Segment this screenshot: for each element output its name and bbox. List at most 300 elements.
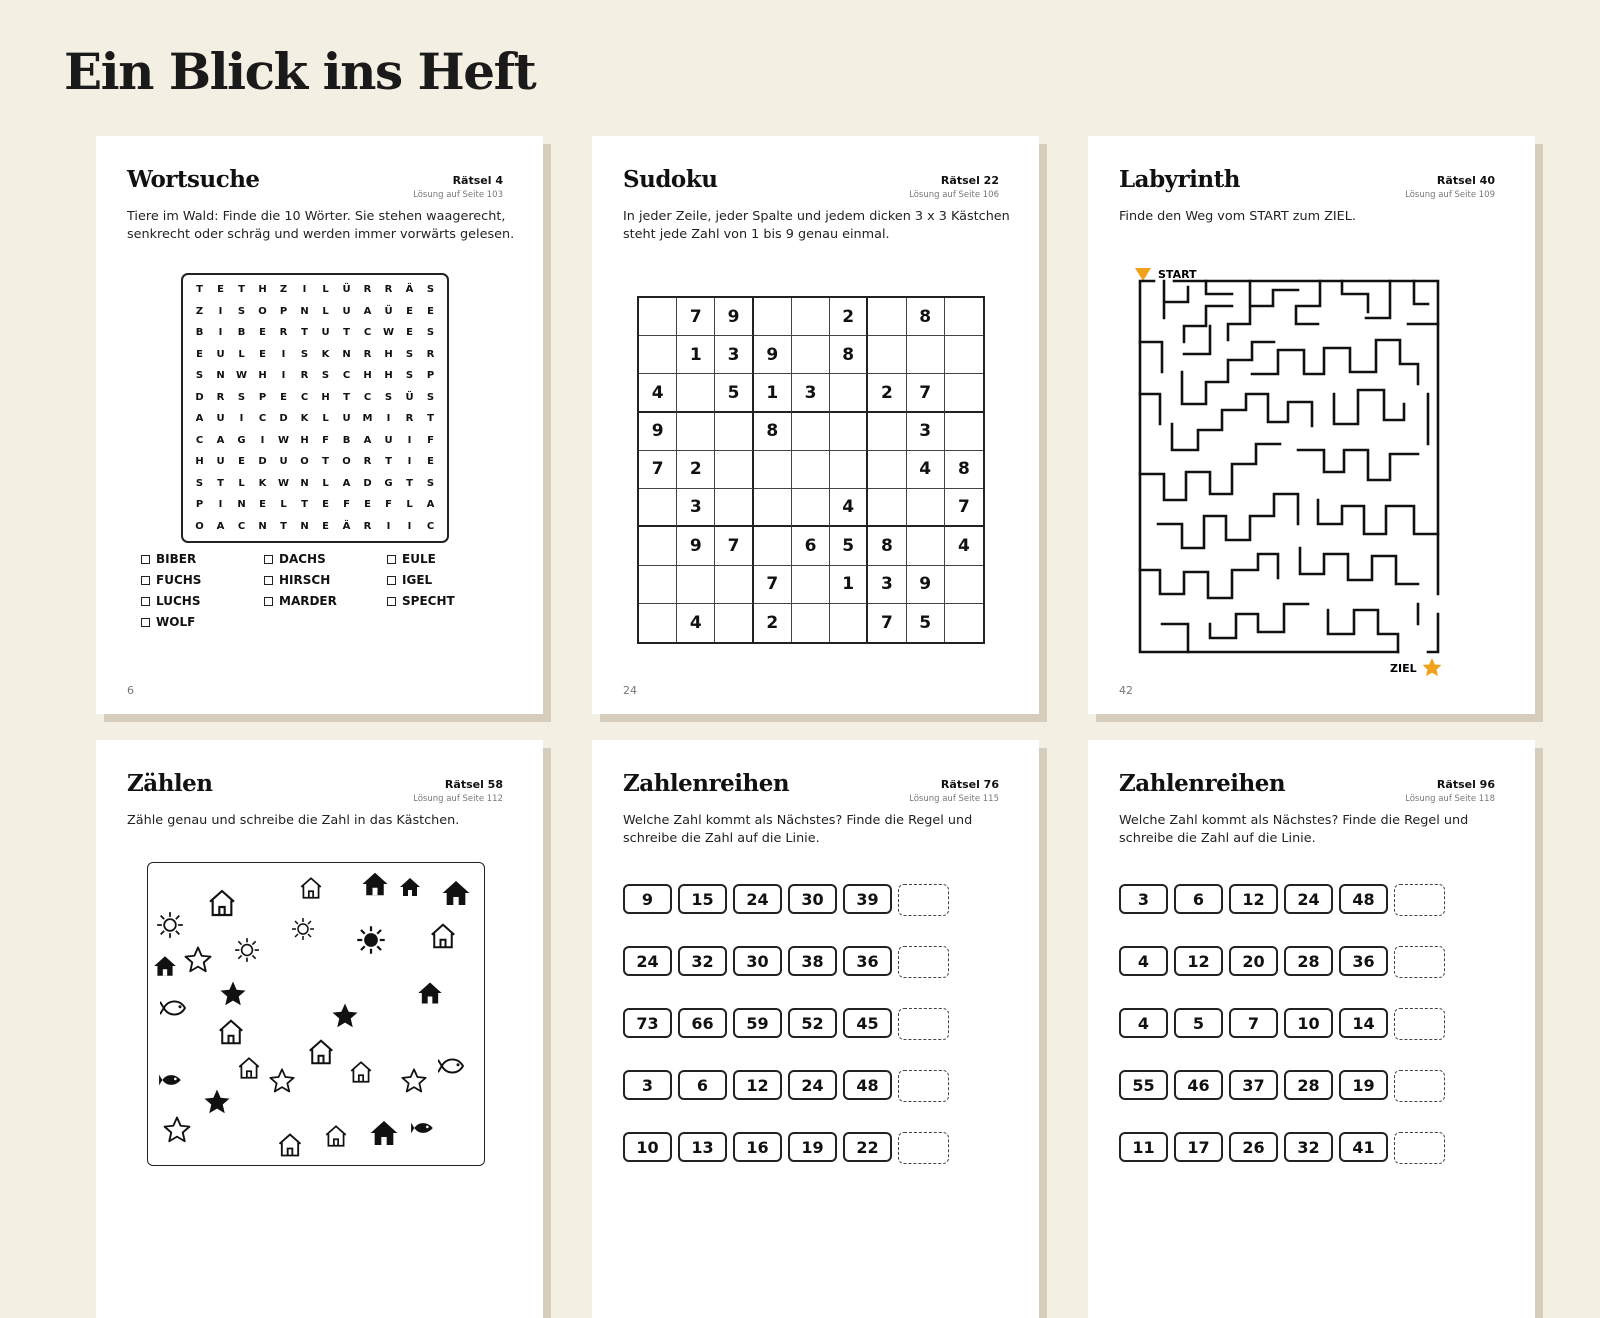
answer-field[interactable] [898, 1132, 949, 1164]
letter-cell: I [239, 413, 244, 425]
letter-cell: I [407, 456, 412, 468]
letter-cell: I [218, 499, 223, 511]
sudoku-cell: 8 [830, 336, 868, 374]
letter-cell: P [279, 305, 288, 317]
sudoku-cell[interactable] [715, 451, 753, 489]
number-cell: 16 [733, 1132, 782, 1162]
letter-cell: E [406, 327, 413, 339]
letter-cell: I [281, 348, 286, 360]
number-row [1119, 1132, 1445, 1164]
sudoku-cell: 5 [715, 374, 753, 412]
letter-cell: G [237, 434, 246, 446]
word-label: WOLF [156, 615, 196, 629]
checkbox[interactable] [264, 576, 273, 585]
sudoku-cell: 8 [907, 298, 945, 336]
page-zahlenreihen-76 [592, 740, 1039, 1318]
star-filled-icon [218, 979, 248, 1009]
puzzle-number: Rätsel 22 [940, 174, 999, 187]
checkbox[interactable] [264, 555, 273, 564]
sudoku-cell: 7 [868, 604, 906, 642]
letter-cell: L [406, 499, 413, 511]
number-cell: 6 [1174, 884, 1223, 914]
number-cell: 38 [788, 946, 837, 976]
letter-cell: A [426, 499, 435, 511]
sudoku-cell: 7 [754, 566, 792, 604]
star-icon [183, 945, 213, 975]
letter-cell: O [258, 305, 267, 317]
sudoku-cell[interactable] [907, 336, 945, 374]
word-label: EULE [402, 552, 436, 566]
goal-star-icon [1423, 658, 1442, 676]
word-list-item[interactable] [387, 552, 436, 566]
house-icon [428, 921, 458, 951]
letter-cell: N [342, 348, 351, 360]
checkbox[interactable] [141, 618, 150, 627]
sudoku-cell[interactable] [754, 489, 792, 527]
maze [1128, 254, 1478, 684]
number-cell: 24 [788, 1070, 837, 1100]
letter-cell: S [195, 370, 204, 382]
answer-field[interactable] [1394, 946, 1445, 978]
letter-cell: E [322, 520, 329, 532]
sudoku-cell[interactable] [677, 413, 715, 451]
word-list-item[interactable] [387, 594, 455, 608]
letter-cell: L [238, 348, 245, 360]
sudoku-cell: 4 [830, 489, 868, 527]
sudoku-cell[interactable] [715, 413, 753, 451]
sudoku-cell[interactable] [792, 489, 830, 527]
letter-cell: E [259, 327, 266, 339]
sudoku-cell[interactable] [945, 604, 983, 642]
letter-cell: S [426, 391, 435, 403]
letter-cell: Ü [405, 391, 414, 403]
fish-icon [160, 993, 190, 1023]
letter-cell: H [321, 391, 330, 403]
letter-cell: T [343, 391, 350, 403]
letter-cell: I [386, 413, 391, 425]
sudoku-cell[interactable] [639, 298, 677, 336]
letter-cell: G [384, 477, 393, 489]
letter-cell: H [363, 370, 372, 382]
number-cell: 4 [1119, 1008, 1168, 1038]
number-cell: 45 [843, 1008, 892, 1038]
number-cell: 10 [1284, 1008, 1333, 1038]
word-label: MARDER [279, 594, 337, 608]
letter-cell: U [216, 413, 225, 425]
letter-cell: D [195, 391, 204, 403]
sudoku-cell: 3 [907, 413, 945, 451]
letter-cell: S [426, 284, 435, 296]
word-label: BIBER [156, 552, 197, 566]
letter-cell: T [301, 499, 308, 511]
letter-cell: T [280, 520, 287, 532]
sudoku-cell[interactable] [639, 336, 677, 374]
letter-cell: L [322, 284, 329, 296]
page-number: 6 [127, 684, 134, 697]
letter-cell: L [322, 305, 329, 317]
letter-cell: T [427, 413, 434, 425]
sudoku-cell[interactable] [639, 489, 677, 527]
start-arrow-icon [1135, 268, 1151, 281]
puzzle-number: Rätsel 58 [444, 778, 503, 791]
letter-cell: A [195, 413, 204, 425]
letter-cell: R [363, 284, 372, 296]
number-row [1119, 1008, 1445, 1040]
answer-field[interactable] [898, 1008, 949, 1040]
sudoku-cell[interactable] [715, 604, 753, 642]
counting-box [147, 862, 485, 1166]
instructions: Tiere im Wald: Finde die 10 Wörter. Sie stehen waagerecht, senkrecht oder schräg und werden immer vorwärts gelesen. [127, 209, 515, 242]
letter-cell: S [300, 348, 309, 360]
sudoku-cell[interactable] [639, 604, 677, 642]
instructions: Welche Zahl kommt als Nächstes? Finde die Regel und schreibe die Zahl auf die Linie. [1119, 813, 1469, 846]
star-icon [400, 1067, 428, 1095]
letter-cell: I [386, 520, 391, 532]
letter-cell: L [280, 499, 287, 511]
letter-cell: M [362, 413, 373, 425]
word-list-item[interactable] [264, 573, 330, 587]
checkbox[interactable] [141, 576, 150, 585]
sudoku-cell: 9 [677, 527, 715, 565]
number-cell: 55 [1119, 1070, 1168, 1100]
number-cell: 6 [678, 1070, 727, 1100]
sudoku-cell[interactable] [945, 374, 983, 412]
word-list-item[interactable] [141, 552, 196, 566]
sudoku-cell[interactable] [868, 336, 906, 374]
letter-cell: U [279, 456, 288, 468]
letter-cell: H [384, 348, 393, 360]
number-cell: 37 [1229, 1070, 1278, 1100]
house-icon [206, 887, 238, 919]
number-cell: 32 [1284, 1132, 1333, 1162]
sudoku-cell[interactable] [868, 298, 906, 336]
sudoku-cell[interactable] [639, 527, 677, 565]
letter-cell: T [238, 284, 245, 296]
word-search-grid [181, 273, 449, 543]
letter-cell: F [427, 434, 434, 446]
letter-cell: U [384, 434, 393, 446]
sudoku-cell: 9 [639, 413, 677, 451]
letter-cell: Ä [405, 284, 414, 296]
page-number: 42 [1119, 684, 1133, 697]
puzzle-number: Rätsel 96 [1436, 778, 1495, 791]
fish-icon [438, 1051, 468, 1081]
sudoku-cell[interactable] [792, 604, 830, 642]
number-row [623, 946, 949, 978]
sudoku-cell: 7 [945, 489, 983, 527]
solution-note: Lösung auf Seite 112 [413, 794, 503, 804]
letter-cell: E [427, 305, 434, 317]
letter-cell: R [279, 327, 288, 339]
letter-cell: P [426, 370, 435, 382]
page-zaehlen [96, 740, 543, 1318]
number-cell: 12 [1174, 946, 1223, 976]
sudoku-cell[interactable] [945, 298, 983, 336]
sudoku-cell[interactable] [945, 413, 983, 451]
letter-cell: I [218, 327, 223, 339]
number-cell: 22 [843, 1132, 892, 1162]
word-label: LUCHS [156, 594, 201, 608]
letter-cell: E [280, 391, 287, 403]
letter-cell: U [342, 413, 351, 425]
letter-cell: D [363, 477, 372, 489]
checkbox[interactable] [141, 555, 150, 564]
sudoku-cell[interactable] [792, 413, 830, 451]
word-list-item[interactable] [387, 573, 432, 587]
letter-cell: E [217, 284, 224, 296]
sudoku-cell[interactable] [868, 451, 906, 489]
sudoku-cell: 3 [792, 374, 830, 412]
checkbox[interactable] [387, 576, 396, 585]
sudoku-cell: 6 [792, 527, 830, 565]
letter-cell: I [407, 434, 412, 446]
number-cell: 19 [1339, 1070, 1388, 1100]
sudoku-cell[interactable] [715, 489, 753, 527]
letter-cell: W [277, 434, 290, 446]
letter-cell: R [426, 348, 435, 360]
letter-cell: Ä [342, 520, 351, 532]
house-icon [348, 1059, 374, 1085]
number-cell: 28 [1284, 946, 1333, 976]
sudoku-cell[interactable] [792, 566, 830, 604]
checkbox[interactable] [387, 597, 396, 606]
puzzle-number: Rätsel 76 [940, 778, 999, 791]
sudoku-cell: 4 [907, 451, 945, 489]
answer-field[interactable] [898, 884, 949, 916]
letter-cell: T [301, 327, 308, 339]
word-list-item[interactable] [264, 552, 326, 566]
sudoku-cell[interactable] [907, 489, 945, 527]
letter-cell: R [363, 348, 372, 360]
number-cell: 24 [623, 946, 672, 976]
letter-cell: S [195, 477, 204, 489]
letter-cell: T [217, 477, 224, 489]
word-label: HIRSCH [279, 573, 331, 587]
letter-cell: E [238, 456, 245, 468]
sudoku-cell: 8 [868, 527, 906, 565]
answer-field[interactable] [898, 1070, 949, 1102]
letter-cell: F [322, 434, 329, 446]
sudoku-cell[interactable] [868, 413, 906, 451]
letter-cell: T [406, 477, 413, 489]
sudoku-cell: 4 [677, 604, 715, 642]
number-cell: 10 [623, 1132, 672, 1162]
main-heading: Ein Blick ins Heft [64, 42, 536, 101]
sudoku-cell[interactable] [945, 566, 983, 604]
letter-cell: D [258, 456, 267, 468]
fish-filled-icon [410, 1115, 436, 1141]
sudoku-cell[interactable] [639, 566, 677, 604]
sudoku-cell[interactable] [792, 298, 830, 336]
letter-cell: P [258, 391, 267, 403]
sudoku-cell: 1 [754, 374, 792, 412]
puzzle-number: Rätsel 40 [1436, 174, 1495, 187]
number-row [1119, 884, 1445, 916]
letter-cell: H [258, 284, 267, 296]
letter-cell: O [300, 456, 309, 468]
answer-field[interactable] [898, 946, 949, 978]
page-title: Zählen [127, 770, 213, 797]
number-cell: 20 [1229, 946, 1278, 976]
number-cell: 24 [733, 884, 782, 914]
letter-cell: T [322, 456, 329, 468]
page-title: Sudoku [623, 166, 718, 193]
sudoku-cell[interactable] [830, 451, 868, 489]
house-filled-icon [368, 1117, 400, 1149]
sudoku-cell: 4 [945, 527, 983, 565]
sudoku-cell: 9 [907, 566, 945, 604]
number-cell: 48 [1339, 884, 1388, 914]
letter-cell: H [258, 370, 267, 382]
letter-cell: B [342, 434, 351, 446]
sudoku-cell[interactable] [907, 527, 945, 565]
sudoku-cell: 2 [677, 451, 715, 489]
answer-field[interactable] [1394, 1070, 1445, 1102]
letter-cell: E [259, 499, 266, 511]
number-cell: 66 [678, 1008, 727, 1038]
sudoku-cell[interactable] [754, 527, 792, 565]
letter-cell: R [405, 413, 414, 425]
goal-label: ZIEL [1390, 662, 1417, 675]
letter-cell: A [363, 434, 372, 446]
letter-cell: E [322, 499, 329, 511]
number-cell: 32 [678, 946, 727, 976]
letter-cell: Ü [384, 305, 393, 317]
sudoku-cell[interactable] [715, 566, 753, 604]
letter-cell: S [405, 370, 414, 382]
letter-cell: L [322, 413, 329, 425]
letter-cell: S [237, 391, 246, 403]
fish-filled-icon [158, 1067, 184, 1093]
house-filled-icon [416, 979, 444, 1007]
letter-cell: S [237, 305, 246, 317]
sudoku-cell: 2 [830, 298, 868, 336]
sudoku-cell[interactable] [868, 489, 906, 527]
letter-cell: C [363, 391, 372, 403]
letter-cell: A [342, 477, 351, 489]
letter-cell: E [259, 348, 266, 360]
letter-cell: O [342, 456, 351, 468]
maze-walls [1140, 281, 1438, 652]
letter-cell: C [363, 327, 372, 339]
page-title: Labyrinth [1119, 166, 1240, 193]
sudoku-cell: 8 [945, 451, 983, 489]
word-list-item[interactable] [141, 615, 195, 629]
number-cell: 41 [1339, 1132, 1388, 1162]
answer-field[interactable] [1394, 1008, 1445, 1040]
solution-note: Lösung auf Seite 118 [1405, 794, 1495, 804]
number-cell: 48 [843, 1070, 892, 1100]
number-cell: 12 [1229, 884, 1278, 914]
letter-cell: R [363, 456, 372, 468]
answer-field[interactable] [1394, 1132, 1445, 1164]
sudoku-cell[interactable] [677, 566, 715, 604]
sudoku-cell: 7 [639, 451, 677, 489]
sudoku-cell: 3 [868, 566, 906, 604]
checkbox[interactable] [264, 597, 273, 606]
number-cell: 59 [733, 1008, 782, 1038]
sudoku-cell[interactable] [792, 336, 830, 374]
checkbox[interactable] [141, 597, 150, 606]
solution-note: Lösung auf Seite 106 [909, 190, 999, 200]
letter-cell: R [363, 520, 372, 532]
letter-cell: W [382, 327, 395, 339]
letter-cell: Ü [342, 284, 351, 296]
letter-cell: O [195, 520, 204, 532]
sudoku-grid [637, 296, 985, 644]
letter-cell: F [385, 499, 392, 511]
number-row [623, 1008, 949, 1040]
page-zahlenreihen-96 [1088, 740, 1535, 1318]
sudoku-cell: 7 [677, 298, 715, 336]
word-list-item[interactable] [264, 594, 337, 608]
number-cell: 36 [1339, 946, 1388, 976]
number-cell: 28 [1284, 1070, 1333, 1100]
letter-cell: R [300, 370, 309, 382]
letter-cell: U [216, 456, 225, 468]
sudoku-cell[interactable] [830, 374, 868, 412]
sudoku-cell[interactable] [945, 336, 983, 374]
sudoku-cell: 9 [715, 298, 753, 336]
sudoku-cell[interactable] [830, 413, 868, 451]
letter-cell: W [277, 477, 290, 489]
page-title: Wortsuche [127, 166, 260, 193]
number-cell: 11 [1119, 1132, 1168, 1162]
word-label: FUCHS [156, 573, 202, 587]
sudoku-cell[interactable] [754, 298, 792, 336]
letter-cell: A [216, 434, 225, 446]
sudoku-cell[interactable] [830, 604, 868, 642]
letter-cell: E [406, 305, 413, 317]
letter-cell: T [196, 284, 203, 296]
sun-icon [291, 917, 315, 941]
letter-cell: A [363, 305, 372, 317]
letter-cell: U [321, 327, 330, 339]
house-filled-icon [440, 877, 472, 909]
answer-field[interactable] [1394, 884, 1445, 916]
sudoku-cell: 3 [677, 489, 715, 527]
letter-cell: S [426, 327, 435, 339]
solution-note: Lösung auf Seite 115 [909, 794, 999, 804]
sudoku-cell[interactable] [677, 374, 715, 412]
letter-cell: E [364, 499, 371, 511]
number-cell: 24 [1284, 884, 1333, 914]
letter-cell: E [196, 348, 203, 360]
checkbox[interactable] [387, 555, 396, 564]
page-title: Zahlenreihen [623, 770, 790, 797]
letter-cell: F [343, 499, 350, 511]
house-filled-icon [360, 869, 390, 899]
sudoku-cell[interactable] [792, 451, 830, 489]
house-icon [236, 1055, 262, 1081]
number-cell: 19 [788, 1132, 837, 1162]
sudoku-cell[interactable] [754, 451, 792, 489]
word-list-item[interactable] [141, 594, 200, 608]
letter-cell: B [237, 327, 246, 339]
letter-cell: H [195, 456, 204, 468]
sun-icon [234, 937, 260, 963]
letter-cell: S [384, 391, 393, 403]
sudoku-cell: 7 [907, 374, 945, 412]
house-icon [323, 1123, 349, 1149]
letter-cell: K [300, 413, 309, 425]
word-list-item[interactable] [141, 573, 201, 587]
number-cell: 3 [1119, 884, 1168, 914]
letter-cell: I [302, 284, 307, 296]
number-cell: 12 [733, 1070, 782, 1100]
number-cell: 30 [733, 946, 782, 976]
number-cell: 30 [788, 884, 837, 914]
